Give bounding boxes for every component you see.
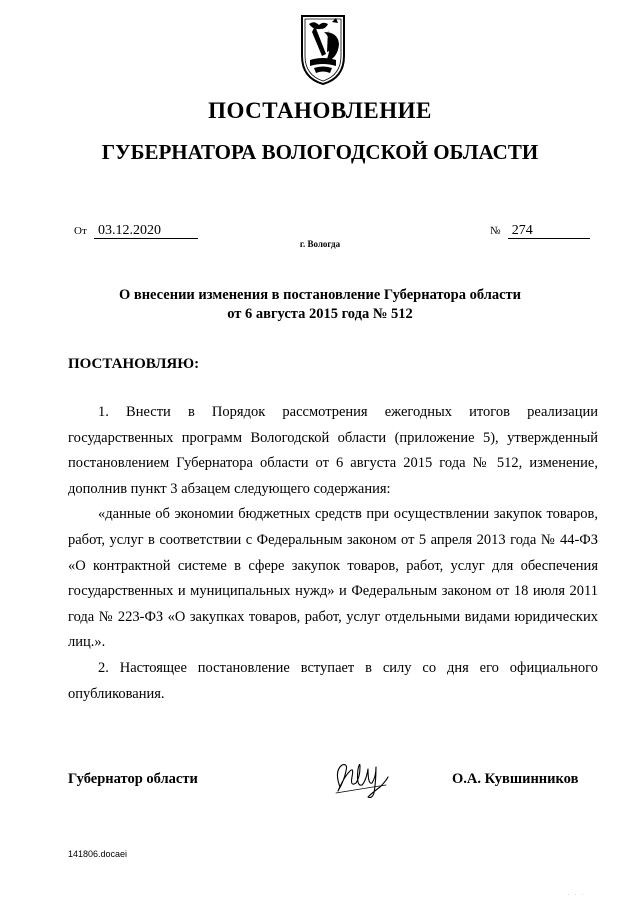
- date-label: От: [74, 225, 87, 237]
- city-name: г. Вологда: [299, 239, 341, 249]
- subject-line-1: О внесении изменения в постановление Губернатора области: [118, 287, 522, 303]
- document-subject: [100, 286, 540, 324]
- date-field: [74, 222, 198, 239]
- vologda-coat-of-arms-icon: [298, 10, 348, 86]
- decree-heading: ПОСТАНОВЛЯЮ:: [68, 356, 200, 372]
- number-value: 274: [508, 224, 590, 239]
- document-title: ПОСТАНОВЛЕНИЕ: [208, 98, 432, 123]
- handwritten-signature-icon: [330, 757, 394, 801]
- scan-artifact: · · ·: [568, 893, 586, 898]
- paragraph-item-2: 2. Настоящее постановление вступает в силу со дня его официального опубликования.: [68, 659, 598, 702]
- paragraph-quote: «данные об экономии бюджетных средств при осуществлении закупок товаров, работ, услуг в соответствии с Федеральным законом от 5 апреля 2013 года № 44-ФЗ «О контрактной системе в сфере закупок товаров, работ, услуг для обеспечения государственных и муниципальных нужд» и Федеральным законом от 18 июля 2011 года № 223-ФЗ «О закупках товаров, работ, услуг отдельными видами юридических лиц.».: [68, 506, 598, 651]
- signatory-name: О.А. Кувшинников: [452, 771, 579, 787]
- number-field: [490, 222, 590, 239]
- document-issuer: ГУБЕРНАТОРА ВОЛОГОДСКОЙ ОБЛАСТИ: [101, 140, 539, 164]
- paragraph-item-1: 1. Внести в Порядок рассмотрения ежегодных итогов реализации государственных программ Вологодской области (приложение 5), утвержденный постановлением Губернатора области от 6 августа 2015 года № 512, изменение, дополнив пункт 3 абзацем следующего содержания:: [68, 404, 598, 497]
- number-label: №: [490, 225, 501, 237]
- subject-line-2: от 6 августа 2015 года № 512: [227, 306, 413, 322]
- date-value: 03.12.2020: [94, 224, 198, 239]
- signatory-role: Губернатор области: [68, 771, 198, 787]
- document-body: [68, 400, 598, 707]
- document-file-code: 141806.docaei: [68, 849, 128, 859]
